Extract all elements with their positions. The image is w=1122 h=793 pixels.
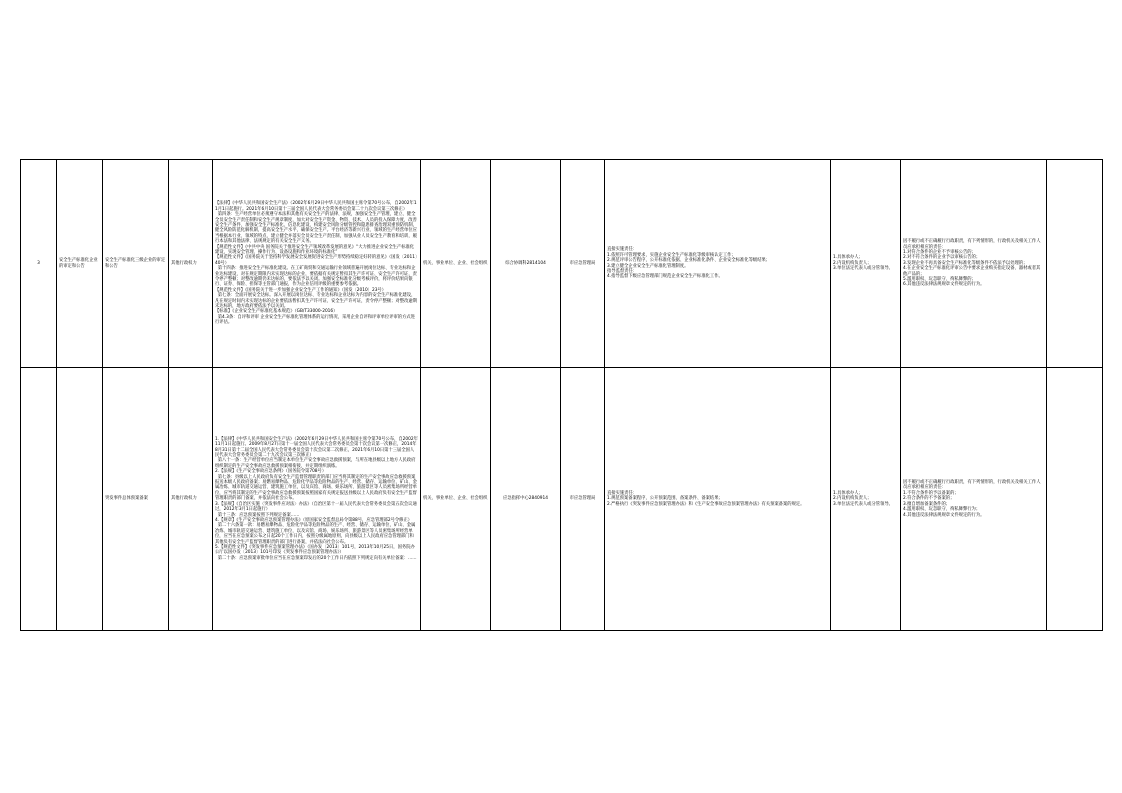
responsible-subject: 1.具体承办人； 2.内设机构负责人； 3.单位法定代表人或分管领导。 — [831, 160, 901, 368]
responsible-subject: 1.具体承办人； 2.内设机构负责人； 3.单位法定代表人或分管领导。 — [831, 368, 901, 631]
legal-basis: 1.【法律】《中华人民共和国安全生产法》（2002年6月29日中华人民共和国主席令第70号公布，自2002年11月1日起施行。2009年8月27日第十一届全国人民代表大会常务委员会第十次会议第一次修正，2014年8月31日第十二届全国人民代表大会常务委员会第十次会议第二次修正，2021年6月10日第十三届全国人民代表大会常务委员会第二十九次会议第三次修正） 第八十一条：生产经营单位应当制定本单位生产安全事故应急救援预案，与所在地县级以上地方人民政府组织制定的生产安全事故应急救援预案相衔接，并定期组织演练。 2.【法规】《生产安全事故应急条例》（国务院令第708号） 第七条：县级以上人民政府负有安全生产监督管理职责的部门应当将其制定的生产安全事故应急救援预案报送本级人民政府备案；易燃易爆物品、危险化学品等危险物品的生产、经营、储存、运输单位，矿山、金属冶炼、城市轨道交通运营、建筑施工单位，以及宾馆、商场、娱乐场所、旅游景区等人员密集场所经营单位，应当将其制定的生产安全事故应急救援预案按照国家有关规定报送县级以上人民政府负有安全生产监督管理职责的部门备案，并依法向社会公布。 3.【法规】《自治区实施〈突发事件应对法〉办法》（自治区第十一届人民代表大会常务委员会第五次会议通过，2012年3月1日起施行） 第十三条：应急预案按照下列规定备案…… 4.【规章】《生产安全事故应急预案管理办法》（原国家安全监督总局令第88号，应急管理部2号令修正） 第二十六条第一款：易燃易爆物品、危险化学品等危险物品的生产、经营、储存、运输单位，矿山、金属冶炼、城市轨道交通运营、建筑施工单位，以及宾馆、商场、娱乐场所、旅游景区等人员密集场所经营单位，应当在应急预案公布之日起20个工作日内，按照分级属地原则，向县级以上人民政府应急管理部门和其他负有安全生产监督管理职责的部门进行备案，并依法向社会公布。 5.【规范性文件】《突发事件应急预案管理办法》（国办发〔2013〕101号，2013年10月25日，国务院办公厅以国办发〔2013〕101号印发《突发事件应急预案管理办法》） 第二十条：应急预案审批单位应当在应急预案印发后的20个工作日内依照下列规定向有关单位备案：…… — [213, 368, 421, 631]
sub-item: 突发事件总体预案备案 — [103, 368, 169, 631]
accountability: 因不履行或不正确履行行政职责，有下列情形的，行政机关及相关工作人员应承担相应的责任： 1.不符合条件的予以备案的； 2.符合条件的不予备案的； 3.擅自增加备案条件的； 4.滥用职权、玩忽职守、徇私舞弊行为； 4.其他违反法律法规规章文件规定的行为。 — [901, 368, 1047, 631]
remarks — [1047, 160, 1103, 368]
target: 机关、事业单位、企业、社会组织 — [421, 160, 491, 368]
contact: 综合协调科2814104 — [491, 160, 561, 368]
power-type: 其他行政权力 — [169, 368, 213, 631]
legal-basis: 【法律】《中华人民共和国安全生产法》（2002年6月29日中华人民共和国主席令第70号公布，自2002年11月1日起施行。2021年6月10日第十三届全国人民代表大会常务委员会第二十九次会议第三次修正） 第四条：生产经营单位必须遵守本法和其他有关安全生产的法律、法规，加强安全生产管理，建立、健全全员安全生产责任制和安全生产规章制度，加大对安全生产资金、物资、技术、人员的投入保障力度，改善安全生产条件，加强安全生产标准化、信息化建设，构建安全风险分级管控和隐患排查治理双重预防机制，健全风险防范化解机制，提高安全生产水平，确保安全生产。平台经济等新兴行业、领域的生产经营单位应当根据本行业、领域的特点，建立健全并落实全员安全生产责任制，加强从业人员安全生产教育和培训，履行本法和其他法律、法规规定的有关安全生产义务。 【规范性文件】《中共中央 国务院关于推进安全生产领域改革发展的意见》“大力推进企业安全生产标准化建设，实现安全管理、操作行为、设备设施和作业环境的标准化” 【规范性文件】《国务院关于坚持科学发展安全发展促进安全生产形势持续稳定好转的意见》（国发〔2011〕40号） 第十四条：推进安全生产标准化建设。在工矿商贸和交通运输行业领域普遍开展岗位达标、专业达标和企业达标建设，对在规定期限内未实现达标的企业，要依据有关规定暂扣其生产许可证、安全生产许可证，责令停产整顿；对整改逾期仍未达标的，要依法予以关闭。加强安全标准化分级考核评价，将评价结果向银行、证券、保险、担保等主管部门通报，作为企业信用评级的重要参考依据。 【规范性文件】《国务院关于进一步加强企业安全生产工作的通知》（国发〔2010〕23号） 第七条：全面开展安全达标。深入开展以岗位达标、专业达标和企业达标为内容的安全生产标准化建设，凡在规定时间内未实现达标的企业要依法暂扣其生产许可证、安全生产许可证，责令停产整顿；对整改逾期未达标的，地方政府要依法予以关闭。 【标准】《企业安全生产标准化基本规范》（GB/T33000-2016） 第4.3条：自评和评审 企业安全生产标准化管理体系的运行情况，采用企业自评和评审单位评审的方式进行评估。 — [213, 160, 421, 368]
power-list-table — [20, 159, 1103, 631]
accountability: 因不履行或不正确履行行政职责，有下列情形的，行政机关及相关工作人员应承担相应的责任： 1.对符合条件的企业不予审核公告的； 2.对不符合条件的企业予以审核公告的； 3.发现企业不再具备安全生产标准化等级条件不依法予以处理的； 4.在企业安全生产标准化评审公告中要求企业购买指定设备、器材或者其他产品的； 5.滥用职权、玩忽职守、徇私舞弊的； 6.其他违反法律法规规章文件规定的行为。 — [901, 160, 1047, 368]
table-row — [21, 160, 1103, 368]
contact: 应急指挥中心2840914 — [491, 368, 561, 631]
responsibility: 直接实施责任： 1.规范预案备案程序，公开预案范围、备案条件、备案结果； 2.严格执行《突发事件应急预案管理办法》和《生产安全事故应急预案管理办法》有关预案备案的规定。 — [605, 368, 831, 631]
responsibility: 直接实施责任： 1.依照许可管理要求，实施企业安全生产标准化等级审核认定工作； 2.规范评审公告程序，公开标准化依据、企业标准化条件、企业安全标准化等级结果； 3.建立健全企业安全生产标准化管理制度。 指导监督责任： 4.指导监督下级应急管理部门规范企业安全生产标准化工作。 — [605, 160, 831, 368]
department: 市应急管理局 — [561, 368, 605, 631]
department: 市应急管理局 — [561, 160, 605, 368]
sub-item: 安全生产标准化三级企业的审定和公告 — [103, 160, 169, 368]
item-name — [57, 368, 103, 631]
row-index — [21, 368, 57, 631]
power-type: 其他行政权力 — [169, 160, 213, 368]
target: 机关、事业单位、企业、社会组织 — [421, 368, 491, 631]
table-row — [21, 368, 1103, 631]
item-name: 安全生产标准化企业的审定和公告 — [57, 160, 103, 368]
remarks — [1047, 368, 1103, 631]
row-index: 3 — [21, 160, 57, 368]
